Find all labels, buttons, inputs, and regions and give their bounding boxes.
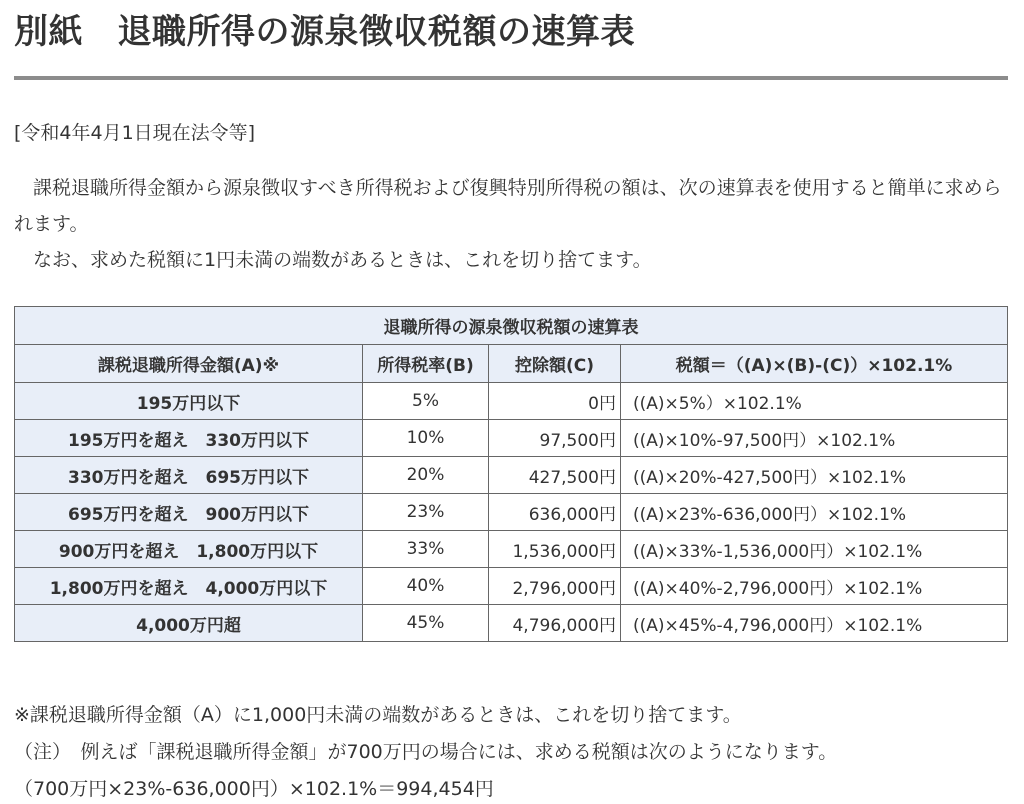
header-tax-rate: 所得税率(B)	[363, 345, 489, 383]
deduction-amount: 97,500円	[489, 420, 621, 457]
header-taxable-income: 課税退職所得金額(A)※	[15, 345, 363, 383]
footnote-example-calc: （700万円×23%-636,000円）×102.1%＝994,454円	[14, 778, 494, 800]
tax-formula: ((A)×45%-4,796,000円）×102.1%	[621, 605, 1008, 642]
tax-formula: ((A)×23%-636,000円）×102.1%	[621, 494, 1008, 531]
tax-rate: 5%	[363, 383, 489, 420]
tax-formula: ((A)×33%-1,536,000円）×102.1%	[621, 531, 1008, 568]
income-bracket: 195万円以下	[15, 383, 363, 420]
income-bracket: 4,000万円超	[15, 605, 363, 642]
tax-formula: ((A)×20%-427,500円）×102.1%	[621, 457, 1008, 494]
deduction-amount: 4,796,000円	[489, 605, 621, 642]
deduction-amount: 2,796,000円	[489, 568, 621, 605]
tax-table-container	[14, 306, 1008, 642]
deduction-amount: 636,000円	[489, 494, 621, 531]
intro-paragraph	[14, 170, 1008, 278]
date-note: [令和4年4月1日現在法令等]	[14, 122, 256, 144]
table-row	[15, 605, 1008, 642]
page-title: 別紙 退職所得の源泉徴収税額の速算表	[14, 12, 635, 52]
income-bracket: 695万円を超え 900万円以下	[15, 494, 363, 531]
table-row	[15, 457, 1008, 494]
intro-text-2: なお、求めた税額に1円未満の端数があるときは、これを切り捨てます。	[33, 249, 652, 271]
header-tax-formula: 税額＝（(A)×(B)-(C)）×102.1%	[621, 345, 1008, 383]
tax-formula: ((A)×40%-2,796,000円）×102.1%	[621, 568, 1008, 605]
deduction-amount: 0円	[489, 383, 621, 420]
deduction-amount: 1,536,000円	[489, 531, 621, 568]
table-caption: 退職所得の源泉徴収税額の速算表	[15, 307, 1008, 345]
tax-rate: 45%	[363, 605, 489, 642]
income-bracket: 195万円を超え 330万円以下	[15, 420, 363, 457]
deduction-amount: 427,500円	[489, 457, 621, 494]
income-bracket: 900万円を超え 1,800万円以下	[15, 531, 363, 568]
footnote-rounding: ※課税退職所得金額（A）に1,000円未満の端数があるときは、これを切り捨てます。	[14, 704, 742, 726]
tax-rate: 33%	[363, 531, 489, 568]
tax-formula: ((A)×5%）×102.1%	[621, 383, 1008, 420]
table-row	[15, 494, 1008, 531]
tax-rate: 20%	[363, 457, 489, 494]
table-row	[15, 420, 1008, 457]
title-divider	[14, 76, 1008, 80]
table-row	[15, 531, 1008, 568]
income-bracket: 330万円を超え 695万円以下	[15, 457, 363, 494]
tax-rate: 23%	[363, 494, 489, 531]
header-deduction: 控除額(C)	[489, 345, 621, 383]
tax-table	[14, 306, 1008, 642]
table-row	[15, 383, 1008, 420]
footnote-example-intro: （注） 例えば「課税退職所得金額」が700万円の場合には、求める税額は次のようになります。	[14, 741, 838, 763]
intro-text-1: 課税退職所得金額から源泉徴収すべき所得税および復興特別所得税の額は、次の速算表を使用すると簡単に求められます。	[14, 177, 1002, 235]
income-bracket: 1,800万円を超え 4,000万円以下	[15, 568, 363, 605]
tax-rate: 40%	[363, 568, 489, 605]
tax-formula: ((A)×10%-97,500円）×102.1%	[621, 420, 1008, 457]
tax-rate: 10%	[363, 420, 489, 457]
table-row	[15, 568, 1008, 605]
